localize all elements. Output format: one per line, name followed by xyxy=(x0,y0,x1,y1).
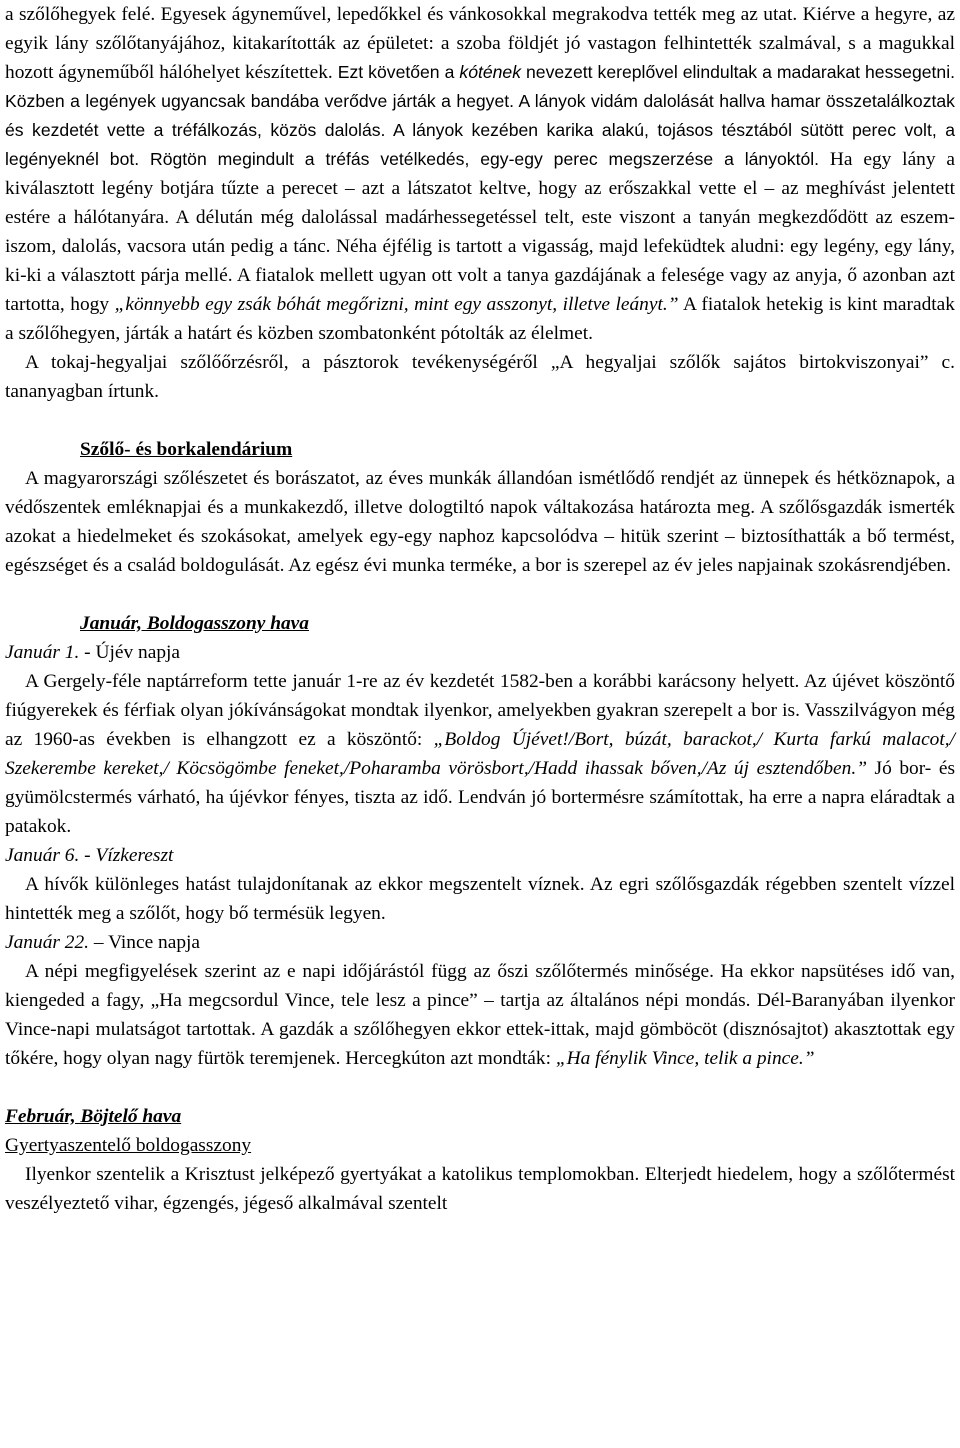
section-heading: Szőlő- és borkalendárium xyxy=(80,439,293,460)
day-heading-jan-1: Január 1. - Újév napja xyxy=(5,642,181,663)
day-text-jan-6: A hívők különleges hatást tulajdonítanak az ekkor megszentelt víznek. Az egri szőlősgazdák régebben szentelt vízzel hintették meg a szőlőt, hogy bő termésük legyen. xyxy=(5,874,955,924)
month-heading-february: Február, Böjtelő hava xyxy=(5,1106,182,1127)
day-heading-jan-22: Január 22. – Vince napja xyxy=(5,932,201,953)
day-text-jan-22: A népi megfigyelések szerint az e napi időjárástól függ az őszi szőlőtermés minősége. Ha ekkor napsütéses idő van, kiengeded a fagy, „Ha megcsordul Vince, tele lesz a pince” – tartja az általános népi mondás. Dél-Baranyában ilyenkor Vince-napi mulatságot tartottak. A gazdák a szőlőhegyen ekkor ettek-ittak, majd gömböcöt (disznósajtot) akasztottak egy tőkére, hogy olyan nagy fürtök teremjenek. Hercegkúton azt mondták: „Ha fénylik Vince, telik a pince.” xyxy=(5,961,955,1069)
intro-paragraph-2: A tokaj-hegyaljai szőlőőrzésről, a pásztorok tevékenységéről „A hegyaljai szőlők sajátos birtokviszonyai” c. tananyagban írtunk. xyxy=(5,352,955,402)
intro-paragraph: a szőlőhegyek felé. Egyesek ágyneművel, lepedőkkel és vánkosokkal megrakodva tették meg az utat. Kiérve a hegyre, az egyik lány szőlőtanyájához, kitakarították az épületet: a szoba földjét jó vastagon felhintették szalmával, s a magukkal hozott ágyneműből hálóhelyet készítettek. Ezt követően a kótének nevezett kereplővel elindultak a madarakat hessegetni. Közben a legények ugyancsak bandába verődve járták a hegyet. A lányok vidám dalolását hallva hamar összetalálkoztak és kezdetét vette a tréfálkozás, közös dalolás. A lányok kezében karika alakú, tojásos tésztából sütött perec volt, a legényeknél bot. Rögtön megindult a tréfás vetélkedés, egy-egy perec megszerzése a lányoktól. Ha egy lány a kiválasztott legény botjára tűzte a perecet – azt a látszatot keltve, hogy az erőszakkal vette el – az meghívást jelentett estére a hálótanyára. A délután még dalolással madárhessegetéssel telt, este viszont a tanyán megkezdődött az eszem-iszom, dalolás, vacsora után pedig a tánc. Néha éjfélig is tartott a vigasság, majd lefeküdtek aludni: egy legény, egy lány, ki-ki a választott párja mellé. A fiatalok mellett ugyan ott volt a tanya gazdájának a felesége vagy az anyja, ő azonban azt tartotta, hogy „könnyebb egy zsák bóhát megőrizni, mint egy asszonyt, illetve leányt.” A fiatalok hetekig is kint maradtak a szőlőhegyen, járták a határt és közben szombatonként pótolták az élelmet. xyxy=(5,4,956,344)
day-heading-jan-6: Január 6. - Vízkereszt xyxy=(5,845,174,866)
month-heading-january: Január, Boldogasszony hava xyxy=(80,613,309,634)
day-text-gyertyaszentelo: Ilyenkor szentelik a Krisztust jelképező gyertyákat a katolikus templomokban. Elterjedt hiedelem, hogy a szőlőtermést veszélyeztető vihar, égzengés, jégeső alkalmával szentelt xyxy=(5,1164,955,1214)
section-body: A magyarországi szőlészetet és borászatot, az éves munkák állandóan ismétlődő rendjét az ünnepek és hétköznapok, a védőszentek emléknapjai és a munkakezdő, illetve dologtiltó napok váltakozása határozta meg. A szőlősgazdák ismerték azokat a hiedelmeket és szokásokat, amelyek egy-egy naphoz kapcsolódva – hitük szerint – biztosíthatták a bő termést, egészséget és a család boldogulását. Az egész évi munka terméke, a bor is szerepel az év jeles napjainak szokásrendjében. xyxy=(5,468,955,576)
day-text-jan-1: A Gergely-féle naptárreform tette január 1-re az év kezdetét 1582-ben a korábbi karácsony helyett. Az újévet köszöntő fiúgyerekek és férfiak olyan jókívánságokat mondtak ilyenkor, amelyekben gyakran szerepelt a bor is. Vasszilvágyon még az 1960-as években is elhangzott ez a köszöntő: „Boldog Újévet!/Bort, búzát, barackot,/ Kurta farkú malacot,/ Szekerembe kereket,/ Köcsögömbe feneket,/Poharamba vörösbort,/Hadd ihassak bőven,/Az új esztendőben.” Jó bor- és gyümölcstermés várható, ha újévkor fényes, tiszta az idő. Lendván jó bortermésre számítottak, ha erre a napra eláradtak a patakok. xyxy=(5,671,956,837)
day-heading-gyertyaszentelo: Gyertyaszentelő boldogasszony xyxy=(5,1135,252,1156)
